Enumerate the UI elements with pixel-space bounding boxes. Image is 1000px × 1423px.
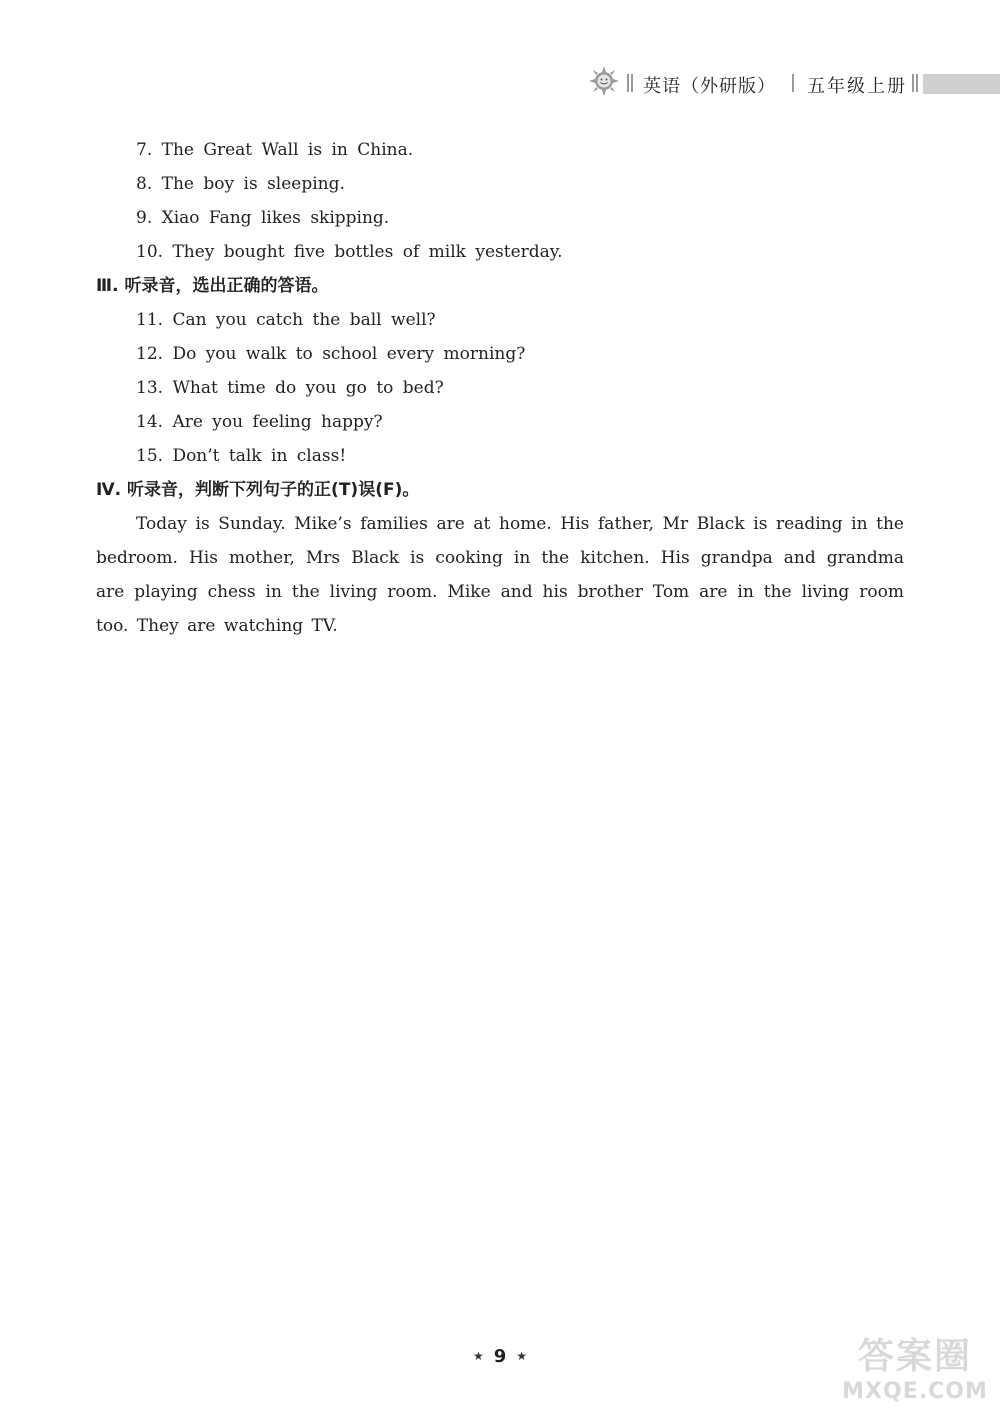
section-title: Ⅳ. 听录音，判断下列句子的正(T)误(F)。	[96, 480, 420, 500]
section-title: Ⅲ. 听录音，选出正确的答语。	[96, 276, 329, 296]
watermark	[840, 1335, 990, 1415]
watermark-url: MXQE.COM	[842, 1379, 988, 1404]
page-number: 9	[493, 1346, 507, 1367]
list-item: 10. They bought five bottles of milk yesterday.	[136, 242, 563, 262]
header-separator	[792, 74, 794, 92]
header-separator	[627, 74, 633, 92]
header-grade: 五年级上册	[807, 76, 907, 97]
sun-icon	[589, 66, 619, 96]
list-item: 14. Are you feeling happy?	[136, 412, 383, 432]
list-item: 12. Do you walk to school every morning?	[136, 344, 526, 364]
star-icon: ★	[516, 1349, 528, 1363]
header-subject: 英语（外研版）	[643, 76, 776, 97]
list-item: 13. What time do you go to bed?	[136, 378, 444, 398]
star-icon: ★	[472, 1349, 484, 1363]
list-item: 7. The Great Wall is in China.	[136, 140, 414, 160]
list-item: 11. Can you catch the ball well?	[136, 310, 436, 330]
list-item: 8. The boy is sleeping.	[136, 174, 345, 194]
watermark-logo-text: 答案圈	[857, 1336, 972, 1377]
list-item: 9. Xiao Fang likes skipping.	[136, 208, 390, 228]
page-header	[585, 62, 1000, 106]
header-decor-bar	[923, 74, 1000, 94]
header-separator	[912, 74, 918, 92]
reading-paragraph: Today is Sunday. Mike’s families are at home. His father, Mr Black is reading in the bedroom. His mother, Mrs Black is cooking in the kitchen. His grandpa and grandma are playing chess in the living room. Mike and his brother Tom are in the living room too. They are watching TV.	[96, 514, 904, 636]
list-item: 15. Don’t talk in class!	[136, 446, 347, 466]
